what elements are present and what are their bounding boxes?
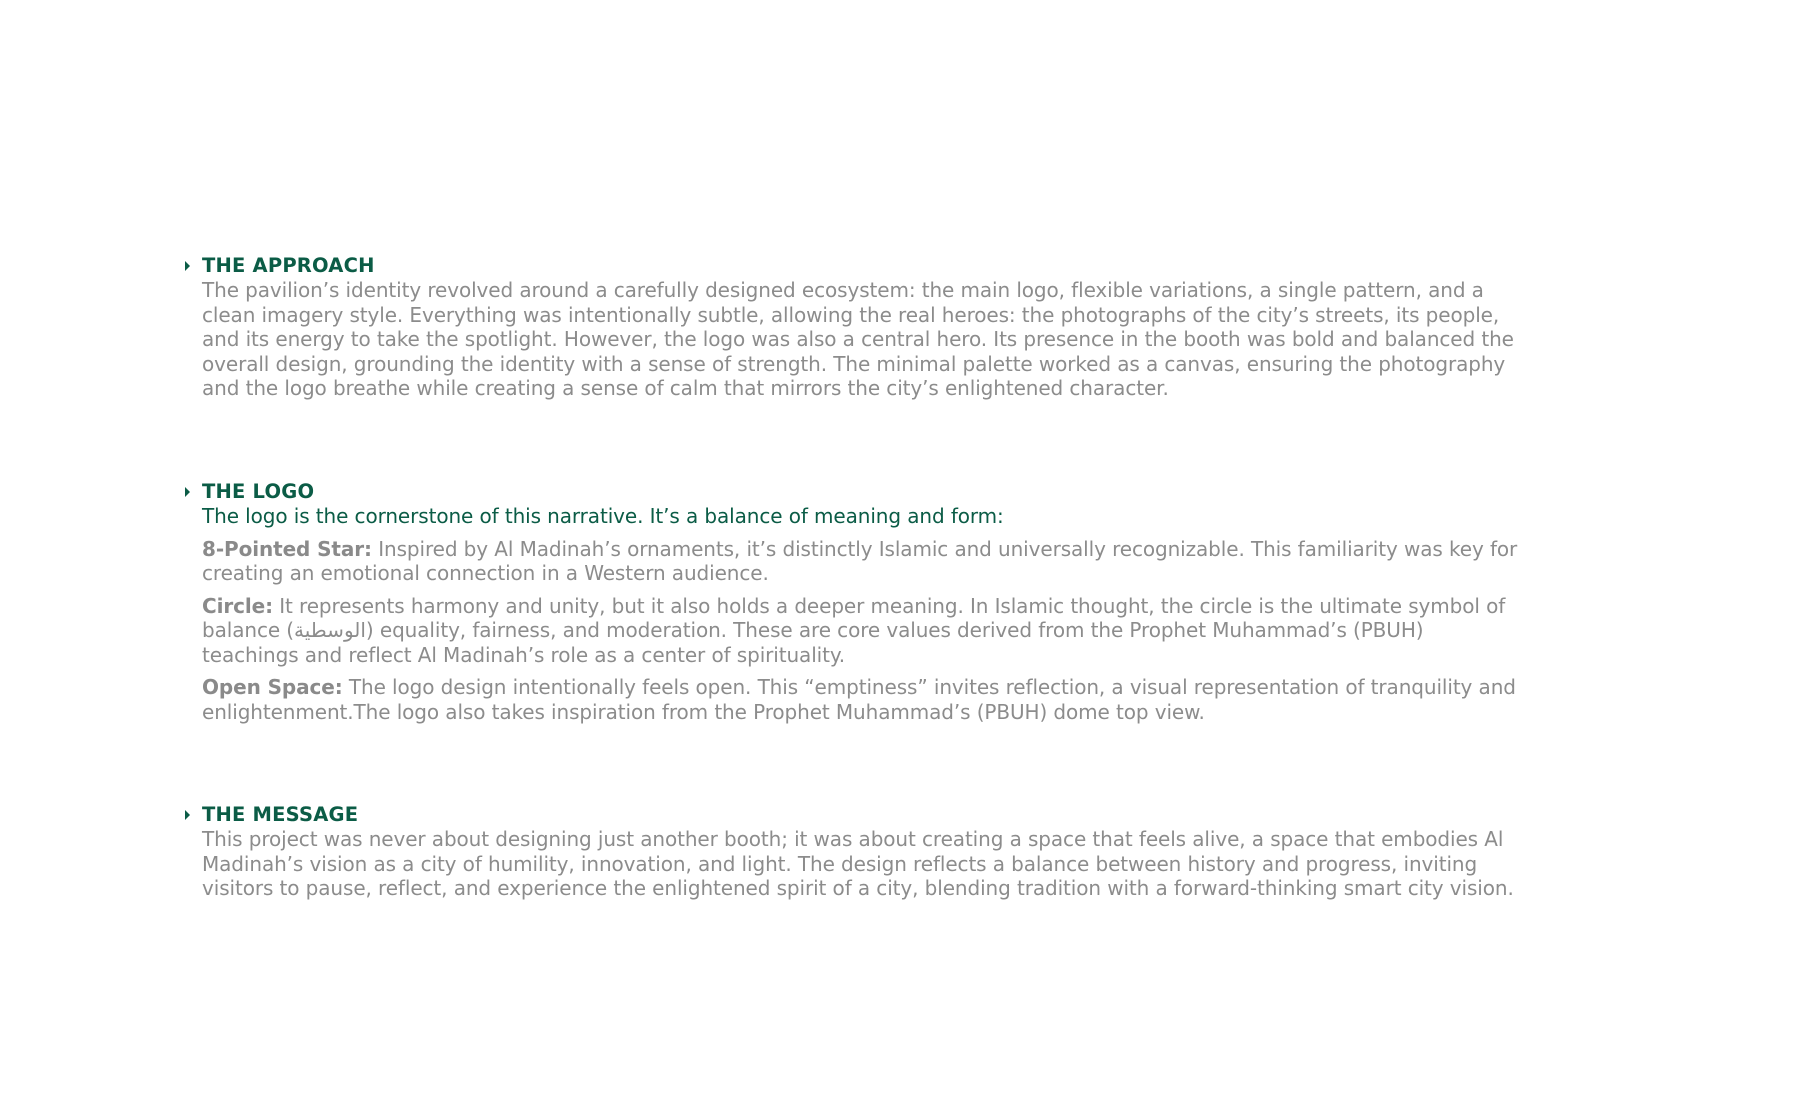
message-heading: THE MESSAGE: [202, 803, 359, 826]
section-approach: [202, 254, 1522, 401]
chevron-right-icon: [185, 487, 190, 497]
logo-heading: THE LOGO: [202, 480, 315, 503]
logo-point-open-space: [202, 675, 1522, 724]
logo-point-circle: [202, 594, 1522, 668]
logo-point-term: 8-Pointed Star:: [202, 536, 372, 561]
logo-point-star: [202, 537, 1522, 586]
section-logo: [202, 480, 1522, 724]
logo-lead: The logo is the cornerstone of this narrative. It’s a balance of meaning and form:: [202, 504, 1004, 528]
approach-heading: THE APPROACH: [202, 254, 375, 277]
logo-point-text: It represents harmony and unity, but it also holds a deeper meaning. In Islamic thought, the circle is the ultimate symbol of balance (الوسطية) equality, fairness, and moderation. These are core values derived from the Prophet Muhammad’s (PBUH) teachings and reflect Al Madinah’s role as a center of spirituality.: [202, 593, 1506, 667]
approach-body: The pavilion’s identity revolved around a carefully designed ecosystem: the main logo, flexible variations, a single pattern, and a clean imagery style. Everything was intentionally subtle, allowing the real heroes: the photographs of the city’s streets, its people, and its energy to take the spotlight. However, the logo was also a central hero. Its presence in the booth was bold and balanced the overall design, grounding the identity with a sense of strength. The minimal palette worked as a canvas, ensuring the photography and the logo breathe while creating a sense of calm that mirrors the city’s enlightened character.: [202, 278, 1514, 400]
section-message: [202, 803, 1522, 901]
logo-point-text: The logo design intentionally feels open. This “emptiness” invites reflection, a visual representation of tranquility and enlightenment.The logo also takes inspiration from the Prophet Muhammad’s (PBUH) dome top view.: [202, 675, 1516, 724]
message-body: This project was never about designing just another booth; it was about creating a space that feels alive, a space that embodies Al Madinah’s vision as a city of humility, innovation, and light. The design reflects a balance between history and progress, inviting visitors to pause, reflect, and experience the enlightened spirit of a city, blending tradition with a forward-thinking smart city vision.: [202, 827, 1514, 900]
logo-point-text: Inspired by Al Madinah’s ornaments, it’s distinctly Islamic and universally recognizable. This familiarity was key for creating an emotional connection in a Western audience.: [202, 536, 1518, 585]
logo-point-term: Open Space:: [202, 675, 343, 699]
logo-point-term: Circle:: [202, 593, 273, 618]
chevron-right-icon: [185, 261, 190, 271]
chevron-right-icon: [185, 810, 190, 820]
